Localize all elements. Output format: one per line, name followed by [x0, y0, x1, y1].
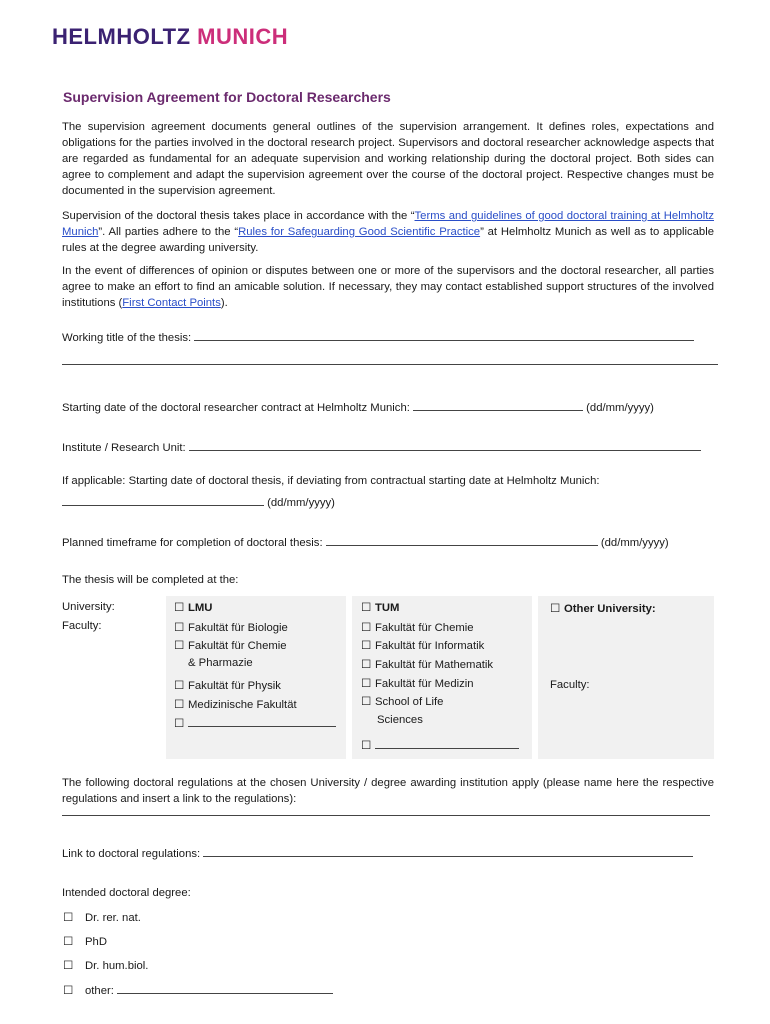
- if-applicable-label: If applicable: Starting date of doctoral thesis, if deviating from contractual starting date at Helmholtz Munich:: [62, 475, 600, 487]
- lmu-faculty-chemie-pharmazie-label: & Pharmazie: [188, 657, 253, 669]
- tum-other-blank[interactable]: [375, 738, 519, 749]
- faculty-label: Faculty:: [62, 620, 102, 632]
- lmu-faculty-physik[interactable]: [174, 679, 281, 692]
- terms-guidelines-link[interactable]: Terms and guidelines of good doctoral training at Helmholtz Munich: [62, 210, 714, 238]
- tum-faculty-mathematik-label: Fakultät für Mathematik: [375, 659, 494, 671]
- institute-label: Institute / Research Unit:: [62, 442, 186, 454]
- working-title-label: Working title of the thesis:: [62, 332, 192, 344]
- checkbox-icon[interactable]: ☐: [361, 678, 372, 690]
- logo-text-helmholtz: HELMHOLTZ: [52, 24, 191, 49]
- checkbox-icon[interactable]: ☐: [361, 740, 372, 752]
- disputes-text-1: In the event of differences of opinion or disputes between one or more of the supervisors and the doctoral researcher, all parties agree to make an effort to find an amicable solution. If necessary, they may contact established support structures of the involved institutions (: [62, 265, 714, 309]
- checkbox-icon[interactable]: ☐: [361, 696, 372, 708]
- starting-date-format: (dd/mm/yyyy): [586, 402, 654, 414]
- checkbox-icon[interactable]: ☐: [361, 640, 372, 652]
- tum-faculty-mathematik[interactable]: [361, 658, 493, 671]
- university-label: University:: [62, 601, 115, 613]
- thesis-start-blank[interactable]: [62, 495, 264, 506]
- timeframe-blank[interactable]: [326, 535, 598, 546]
- checkbox-icon[interactable]: ☐: [174, 718, 185, 730]
- other-university-faculty-label: Faculty:: [550, 679, 590, 691]
- degree-option-dr-hum-biol[interactable]: [63, 959, 148, 972]
- guidelines-text-2: ”. All parties adhere to the “: [98, 226, 239, 238]
- lmu-label: LMU: [188, 602, 213, 614]
- degree-option-other[interactable]: [63, 983, 333, 997]
- tum-label: TUM: [375, 602, 400, 614]
- checkbox-icon[interactable]: ☐: [63, 912, 74, 924]
- checkbox-icon[interactable]: ☐: [174, 602, 185, 614]
- lmu-faculty-medizin[interactable]: [174, 698, 297, 711]
- other-university-box: [538, 596, 714, 759]
- thesis-start-format: (dd/mm/yyyy): [267, 497, 335, 509]
- working-title-field[interactable]: [62, 330, 694, 344]
- degree-option-dr-rer-nat[interactable]: [63, 911, 141, 924]
- lmu-faculty-other[interactable]: [174, 716, 336, 730]
- timeframe-field[interactable]: [62, 535, 669, 549]
- lmu-faculty-biologie[interactable]: [174, 621, 288, 634]
- regulations-blank[interactable]: [62, 815, 710, 816]
- guidelines-paragraph: [62, 208, 714, 256]
- checkbox-icon[interactable]: ☐: [174, 699, 185, 711]
- disputes-text-2: ).: [220, 297, 228, 309]
- starting-date-label: Starting date of the doctoral researcher contract at Helmholtz Munich:: [62, 402, 410, 414]
- lmu-faculty-medizin-label: Medizinische Fakultät: [188, 699, 297, 711]
- tum-option[interactable]: [361, 601, 399, 614]
- degree-other-blank[interactable]: [117, 983, 333, 994]
- degree-option-phd-label: PhD: [85, 936, 107, 948]
- document-title: Supervision Agreement for Doctoral Researchers: [63, 89, 391, 105]
- disputes-paragraph: [62, 263, 714, 311]
- checkbox-icon[interactable]: ☐: [63, 936, 74, 948]
- tum-faculty-other[interactable]: [361, 738, 519, 752]
- tum-faculty-medizin[interactable]: [361, 677, 474, 690]
- tum-faculty-life-sciences-label-2: Sciences: [377, 714, 423, 726]
- degree-option-other-label: other:: [85, 985, 114, 997]
- regulations-paragraph: The following doctoral regulations at the chosen University / degree awarding institution apply (please name here the respective regulations and insert a link to the regulations):: [62, 777, 714, 805]
- lmu-other-blank[interactable]: [188, 716, 336, 727]
- working-title-blank[interactable]: [194, 330, 694, 341]
- checkbox-icon[interactable]: ☐: [174, 680, 185, 692]
- lmu-faculty-chemie[interactable]: [174, 639, 287, 652]
- degree-option-phd[interactable]: [63, 935, 107, 948]
- logo-text-munich: MUNICH: [197, 24, 289, 49]
- lmu-faculty-physik-label: Fakultät für Physik: [188, 680, 281, 692]
- rules-good-practice-link[interactable]: Rules for Safeguarding Good Scientific Practice: [238, 226, 481, 238]
- helmholtz-munich-logo: [52, 24, 288, 50]
- tum-faculty-medizin-label: Fakultät für Medizin: [375, 678, 474, 690]
- timeframe-format: (dd/mm/yyyy): [600, 537, 669, 549]
- other-university-label: Other University:: [564, 603, 656, 615]
- checkbox-icon[interactable]: ☐: [174, 640, 185, 652]
- intro-paragraph: The supervision agreement documents general outlines of the supervision arrangement. It defines roles, expectations and obligations for the parties involved in the doctoral research project. Supervisors and doctoral researcher acknowledge aspects that are regarded as fundamental for an adequate supervision and working relationship during the doctoral project. Both sides can agree to complement and adapt the supervision agreement over the course of the doctoral project. Respective changes must be documented in the supervision agreement.: [62, 121, 714, 197]
- regulations-link-label: Link to doctoral regulations:: [62, 848, 201, 860]
- first-contact-points-link[interactable]: First Contact Points: [122, 297, 221, 309]
- checkbox-icon[interactable]: ☐: [361, 622, 372, 634]
- checkbox-icon[interactable]: ☐: [550, 603, 561, 615]
- timeframe-label: Planned timeframe for completion of doctoral thesis:: [62, 537, 323, 549]
- degree-option-dr-hum-biol-label: Dr. hum.biol.: [85, 960, 149, 972]
- tum-faculty-chemie[interactable]: [361, 621, 474, 634]
- lmu-option[interactable]: [174, 601, 212, 614]
- lmu-faculty-biologie-label: Fakultät für Biologie: [188, 622, 288, 634]
- intended-degree-label: Intended doctoral degree:: [62, 887, 191, 899]
- starting-date-field[interactable]: [62, 400, 654, 414]
- guidelines-text-1: Supervision of the doctoral thesis takes place in accordance with the “: [62, 210, 415, 222]
- regulations-link-field[interactable]: [62, 846, 693, 860]
- starting-date-blank[interactable]: [413, 400, 583, 411]
- checkbox-icon[interactable]: ☐: [63, 985, 74, 997]
- regulations-link-blank[interactable]: [203, 846, 693, 857]
- tum-faculty-life-sciences[interactable]: [361, 695, 443, 708]
- checkbox-icon[interactable]: ☐: [361, 602, 372, 614]
- lmu-faculty-chemie-label: Fakultät für Chemie: [188, 640, 287, 652]
- tum-faculty-informatik-label: Fakultät für Informatik: [375, 640, 485, 652]
- checkbox-icon[interactable]: ☐: [361, 659, 372, 671]
- completed-at-label: The thesis will be completed at the:: [62, 574, 239, 586]
- working-title-blank-2[interactable]: [62, 364, 718, 365]
- thesis-start-field[interactable]: [62, 495, 335, 509]
- tum-faculty-life-sciences-label: School of Life: [375, 696, 444, 708]
- tum-faculty-informatik[interactable]: [361, 639, 484, 652]
- institute-field[interactable]: [62, 440, 701, 454]
- checkbox-icon[interactable]: ☐: [174, 622, 185, 634]
- institute-blank[interactable]: [189, 440, 701, 451]
- other-university-option[interactable]: [550, 602, 656, 615]
- degree-option-dr-rer-nat-label: Dr. rer. nat.: [85, 912, 141, 924]
- checkbox-icon[interactable]: ☐: [63, 960, 74, 972]
- tum-faculty-chemie-label: Fakultät für Chemie: [375, 622, 474, 634]
- guidelines-text-3: ” at Helmholtz Munich as well as to applicable rules at the degree awarding university.: [62, 226, 714, 254]
